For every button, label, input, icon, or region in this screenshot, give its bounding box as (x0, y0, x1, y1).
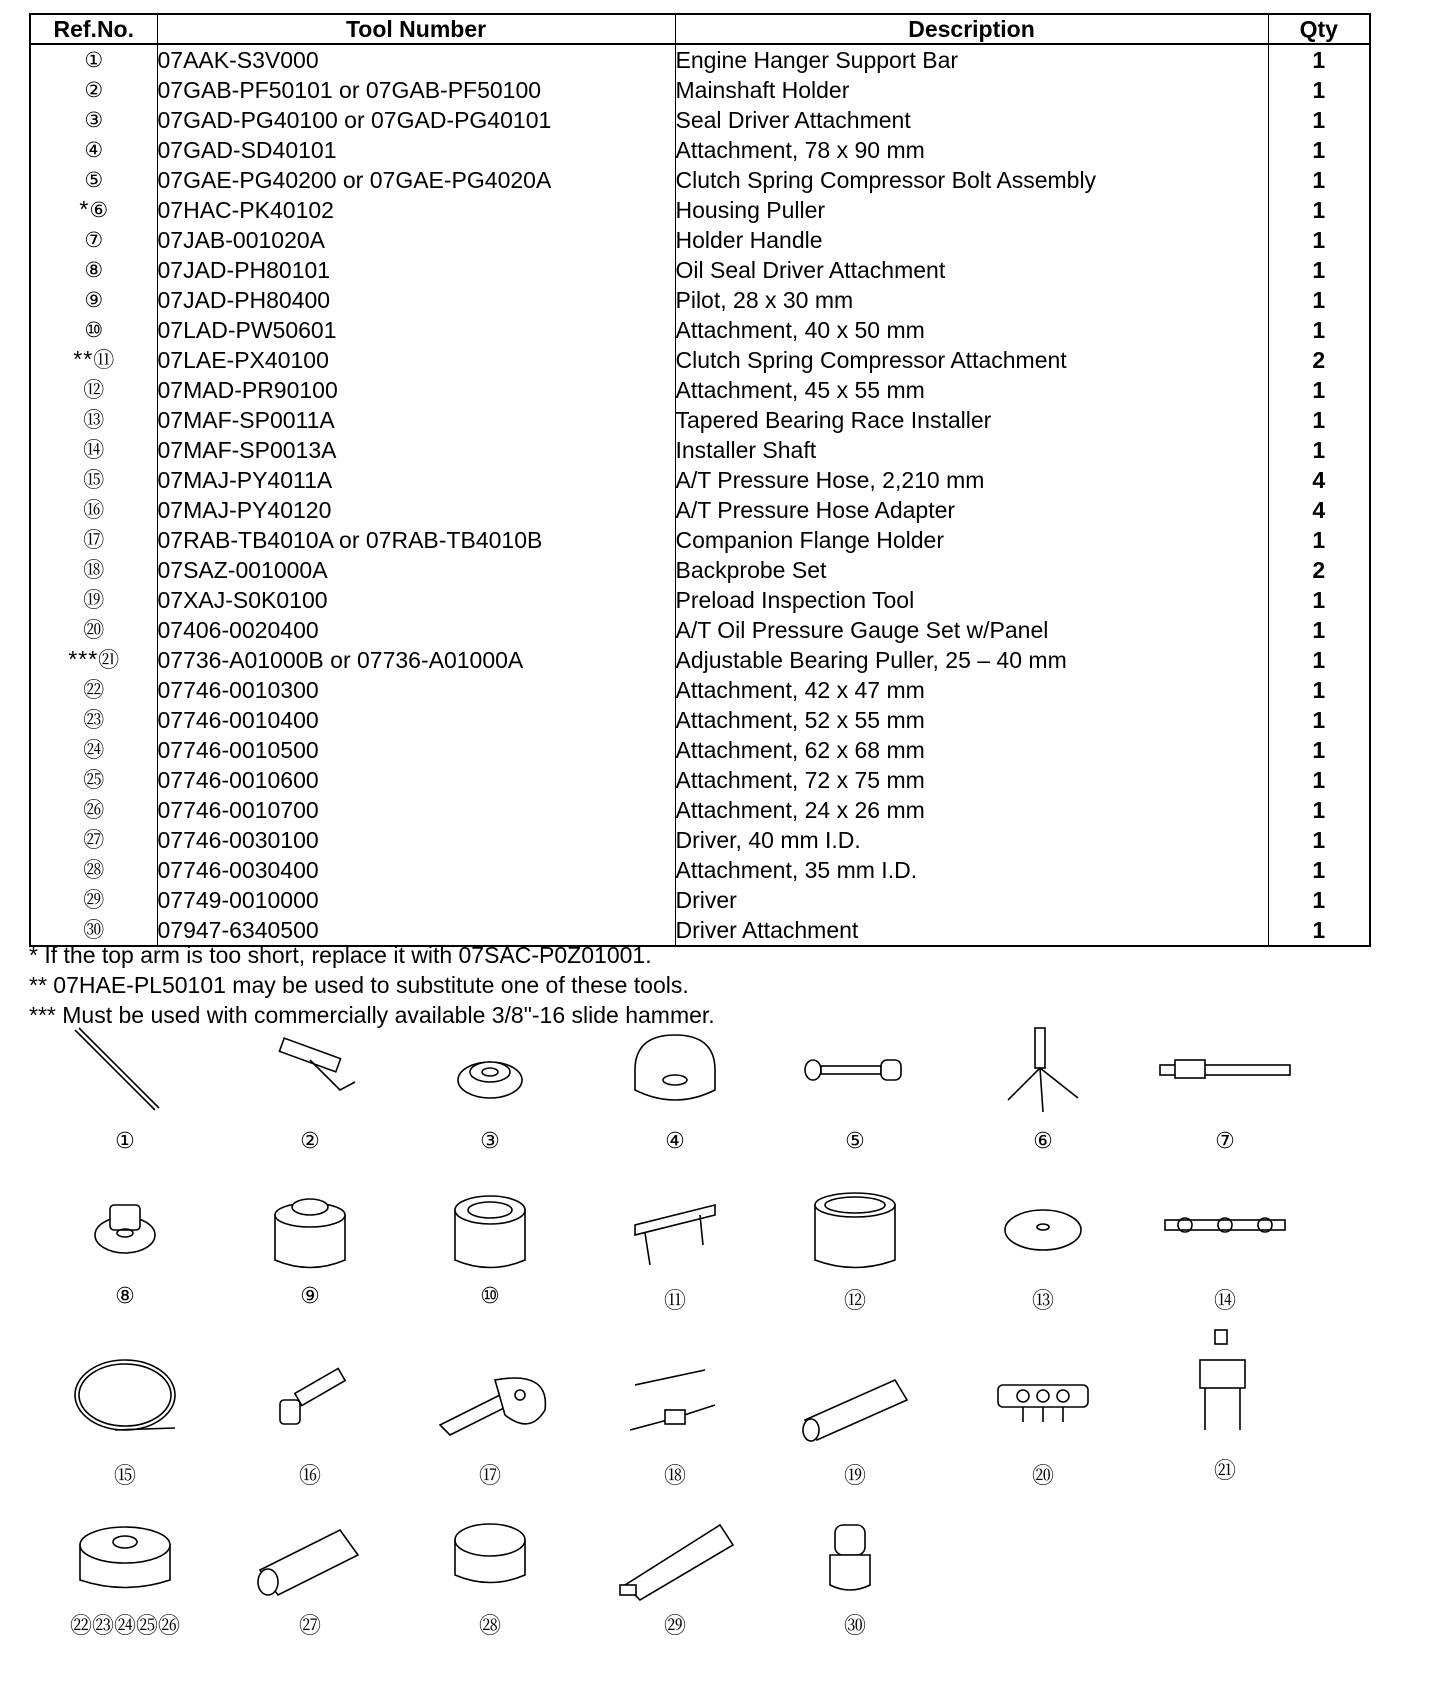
description-cell: Companion Flange Holder (675, 525, 1268, 555)
tool-number-cell: 07LAE-PX40100 (157, 345, 675, 375)
description-cell: Attachment, 52 x 55 mm (675, 705, 1268, 735)
illustration-label: ⑰ (478, 1464, 501, 1489)
attachment-dome-icon (605, 1020, 745, 1125)
table-row (30, 75, 1370, 105)
tool-number-cell: 07746-0010700 (157, 795, 675, 825)
ref-number: ⑫ (83, 378, 105, 402)
description-cell: A/T Pressure Hose, 2,210 mm (675, 465, 1268, 495)
illustration-label: ⑪ (663, 1289, 686, 1314)
ref-number: ⑦ (84, 228, 104, 252)
ref-number: ⑳ (83, 618, 105, 642)
illustration-label: ⑭ (1213, 1289, 1236, 1314)
tool-illustration (225, 1175, 395, 1309)
mainshaft-holder-icon (240, 1020, 380, 1125)
table-row (30, 585, 1370, 615)
description-cell: Pilot, 28 x 30 mm (675, 285, 1268, 315)
description-cell: Attachment, 62 x 68 mm (675, 735, 1268, 765)
ref-number: ⑪ (93, 348, 115, 372)
ref-cell (30, 405, 157, 435)
table-row (30, 405, 1370, 435)
ref-number: ⑯ (83, 498, 105, 522)
table-row (30, 765, 1370, 795)
tool-illustration (590, 1020, 760, 1154)
header-qty: Qty (1268, 14, 1370, 44)
bearing-puller-icon (1155, 1325, 1295, 1450)
ref-cell (30, 375, 157, 405)
ref-number: ㉖ (83, 798, 105, 822)
qty-cell: 1 (1312, 316, 1326, 343)
ref-number: ② (84, 78, 104, 102)
tool-illustration (958, 1020, 1128, 1154)
qty-cell: 1 (1312, 736, 1326, 763)
ref-cell (30, 675, 157, 705)
illustration-label: ⑦ (1215, 1129, 1235, 1154)
description-cell: Attachment, 40 x 50 mm (675, 315, 1268, 345)
table-row (30, 825, 1370, 855)
table-row (30, 555, 1370, 585)
footnote: * If the top arm is too short, replace it with 07SAC-P0Z01001. (29, 942, 652, 968)
tool-illustration (770, 1175, 940, 1315)
table-row (30, 525, 1370, 555)
qty-cell: 2 (1312, 346, 1326, 373)
ref-number: ④ (84, 138, 104, 162)
description-cell: Holder Handle (675, 225, 1268, 255)
illustration-label: ⑫ (843, 1289, 866, 1314)
ref-cell (30, 44, 157, 75)
tool-illustration (405, 1500, 575, 1640)
tool-number-cell: 07RAB-TB4010A or 07RAB-TB4010B (157, 525, 675, 555)
tool-illustration (770, 1020, 940, 1154)
tool-illustration (590, 1175, 760, 1315)
ref-cell (30, 135, 157, 165)
illustration-label: ③ (480, 1129, 500, 1154)
footnote: ** 07HAE-PL50101 may be used to substitute one of these tools. (29, 972, 689, 998)
ref-cell (30, 345, 157, 375)
driver-40mm-icon (240, 1500, 380, 1605)
table-row (30, 345, 1370, 375)
ref-cell (30, 285, 157, 315)
ref-number: ⑨ (84, 288, 104, 312)
tool-illustration (225, 1350, 395, 1490)
support-bar-icon (55, 1020, 195, 1125)
ref-cell (30, 75, 157, 105)
ref-number: ㉚ (83, 918, 105, 942)
illustration-label: ㉚ (843, 1614, 866, 1639)
description-cell: Installer Shaft (675, 435, 1268, 465)
qty-cell: 1 (1312, 706, 1326, 733)
table-row (30, 705, 1370, 735)
description-cell: Attachment, 45 x 55 mm (675, 375, 1268, 405)
tool-illustration (590, 1350, 760, 1490)
tool-number-cell: 07GAE-PG40200 or 07GAE-PG4020A (157, 165, 675, 195)
ref-number: ⑭ (83, 438, 105, 462)
ref-cell (30, 585, 157, 615)
tool-number-cell: 07406-0020400 (157, 615, 675, 645)
ref-cell (30, 195, 157, 225)
qty-cell: 1 (1312, 286, 1326, 313)
ref-cell (30, 435, 157, 465)
housing-puller-icon (973, 1020, 1113, 1125)
ref-number: ⑧ (84, 258, 104, 282)
table-row (30, 465, 1370, 495)
tool-number-cell: 07LAD-PW50601 (157, 315, 675, 345)
tool-number-cell: 07MAD-PR90100 (157, 375, 675, 405)
tool-illustration (405, 1020, 575, 1154)
qty-cell: 1 (1312, 136, 1326, 163)
qty-cell: 1 (1312, 586, 1326, 613)
qty-cell: 4 (1312, 496, 1326, 523)
description-cell: Attachment, 24 x 26 mm (675, 795, 1268, 825)
tool-number-cell: 07736-A01000B or 07736-A01000A (157, 645, 675, 675)
illustration-label: ④ (665, 1129, 685, 1154)
compressor-attachment-icon (605, 1175, 745, 1280)
qty-cell: 1 (1312, 196, 1326, 223)
illustration-label: ㉘ (478, 1614, 501, 1639)
ref-number: ㉙ (83, 888, 105, 912)
qty-cell: 2 (1312, 556, 1326, 583)
illustration-label: ⑧ (115, 1284, 135, 1309)
flange-holder-icon (420, 1350, 560, 1455)
ref-number: ⑩ (84, 318, 104, 342)
ref-cell (30, 825, 157, 855)
tool-number-cell: 07746-0010400 (157, 705, 675, 735)
tool-number-cell: 07GAB-PF50101 or 07GAB-PF50100 (157, 75, 675, 105)
ref-number: ㉓ (83, 708, 105, 732)
description-cell: Housing Puller (675, 195, 1268, 225)
table-row (30, 315, 1370, 345)
tool-illustration (40, 1500, 210, 1640)
qty-cell: 1 (1312, 616, 1326, 643)
description-cell: A/T Pressure Hose Adapter (675, 495, 1268, 525)
footnote-mark: * (79, 196, 90, 222)
description-cell: Driver (675, 885, 1268, 915)
ref-cell (30, 165, 157, 195)
illustration-label: ② (300, 1129, 320, 1154)
table-row (30, 135, 1370, 165)
tool-illustration (40, 1350, 210, 1490)
tool-number-cell: 07746-0010600 (157, 765, 675, 795)
header-tool-number: Tool Number (157, 14, 675, 44)
illustration-label: ㉗ (298, 1614, 321, 1639)
ref-cell (30, 105, 157, 135)
tool-illustration (225, 1020, 395, 1154)
tool-number-cell: 07AAK-S3V000 (157, 44, 675, 75)
tool-number-cell: 07GAD-SD40101 (157, 135, 675, 165)
qty-cell: 1 (1312, 676, 1326, 703)
ref-cell (30, 525, 157, 555)
tool-number-cell: 07MAJ-PY4011A (157, 465, 675, 495)
ref-number: ① (84, 48, 104, 72)
tool-illustration (1140, 1020, 1310, 1154)
table-row (30, 885, 1370, 915)
ref-number: ⑲ (83, 588, 105, 612)
qty-cell: 1 (1312, 256, 1326, 283)
table-row (30, 675, 1370, 705)
table-row (30, 855, 1370, 885)
tool-illustration (405, 1175, 575, 1309)
table-row (30, 795, 1370, 825)
tool-number-cell: 07746-0010300 (157, 675, 675, 705)
qty-cell: 1 (1312, 796, 1326, 823)
table-row (30, 225, 1370, 255)
illustration-label: ⑥ (1033, 1129, 1053, 1154)
tool-number-cell: 07XAJ-S0K0100 (157, 585, 675, 615)
tool-illustration (1140, 1325, 1310, 1485)
tool-illustration (1140, 1175, 1310, 1315)
ref-cell (30, 615, 157, 645)
ref-number: ⑬ (83, 408, 105, 432)
backprobe-set-icon (605, 1350, 745, 1455)
tool-number-cell: 07MAF-SP0011A (157, 405, 675, 435)
footnotes (29, 940, 715, 1030)
footnote-mark: *** (68, 646, 99, 672)
tool-number-cell: 07746-0030100 (157, 825, 675, 855)
footnote-mark: ** (73, 346, 94, 372)
illustration-label: ⑤ (845, 1129, 865, 1154)
table-row (30, 105, 1370, 135)
attachment-35mm-icon (420, 1500, 560, 1605)
illustration-label: ⑲ (843, 1464, 866, 1489)
ref-cell (30, 795, 157, 825)
illustration-label: ⑮ (113, 1464, 136, 1489)
qty-cell: 1 (1312, 46, 1326, 73)
qty-cell: 1 (1312, 826, 1326, 853)
ref-number: ㉗ (83, 828, 105, 852)
illustration-label: ⑬ (1031, 1289, 1054, 1314)
tool-number-cell: 07947-6340500 (157, 915, 675, 946)
header-ref-no: Ref.No. (30, 14, 157, 44)
tool-number-cell: 07749-0010000 (157, 885, 675, 915)
tool-number-cell: 07HAC-PK40102 (157, 195, 675, 225)
header-description: Description (675, 14, 1268, 44)
pressure-hose-icon (55, 1350, 195, 1455)
qty-cell: 1 (1312, 886, 1326, 913)
illustration-label: ⑱ (663, 1464, 686, 1489)
tool-illustration (958, 1350, 1128, 1490)
description-cell: Attachment, 35 mm I.D. (675, 855, 1268, 885)
description-cell: Backprobe Set (675, 555, 1268, 585)
tool-illustration (40, 1020, 210, 1154)
compressor-bolt-icon (785, 1020, 925, 1125)
qty-cell: 1 (1312, 856, 1326, 883)
qty-cell: 1 (1312, 646, 1326, 673)
description-cell: Engine Hanger Support Bar (675, 44, 1268, 75)
ref-number: ⑰ (83, 528, 105, 552)
description-cell: Driver, 40 mm I.D. (675, 825, 1268, 855)
ref-cell (30, 735, 157, 765)
ref-cell (30, 855, 157, 885)
table-row (30, 495, 1370, 525)
ref-cell (30, 765, 157, 795)
ref-cell (30, 495, 157, 525)
illustration-label: ⑩ (480, 1284, 500, 1309)
ref-cell (30, 555, 157, 585)
description-cell: Driver Attachment (675, 915, 1268, 946)
table-row (30, 285, 1370, 315)
tool-illustration (770, 1350, 940, 1490)
hose-adapter-icon (240, 1350, 380, 1455)
tool-illustration (405, 1350, 575, 1490)
table-row (30, 44, 1370, 75)
attachment-set-icon (55, 1500, 195, 1605)
ref-number: ⑱ (83, 558, 105, 582)
installer-shaft-icon (1155, 1175, 1295, 1280)
special-tools-table (29, 13, 1371, 947)
attachment-ring-icon (785, 1175, 925, 1280)
tool-number-cell: 07746-0030400 (157, 855, 675, 885)
pilot-icon (240, 1175, 380, 1280)
tool-number-cell: 07MAF-SP0013A (157, 435, 675, 465)
qty-cell: 1 (1312, 406, 1326, 433)
ref-cell (30, 885, 157, 915)
driver-attachment-icon (785, 1500, 925, 1605)
footnote: *** Must be used with commercially available 3/8"-16 slide hammer. (29, 1002, 715, 1028)
table-row (30, 165, 1370, 195)
description-cell: Attachment, 78 x 90 mm (675, 135, 1268, 165)
tool-number-cell: 07GAD-PG40100 or 07GAD-PG40101 (157, 105, 675, 135)
table-row (30, 615, 1370, 645)
description-cell: Preload Inspection Tool (675, 585, 1268, 615)
illustration-label: ㉑ (1213, 1459, 1236, 1484)
table-header-row (30, 14, 1370, 44)
description-cell: Attachment, 72 x 75 mm (675, 765, 1268, 795)
table-row (30, 255, 1370, 285)
illustration-label: ㉒㉓㉔㉕㉖ (69, 1614, 180, 1639)
race-installer-icon (973, 1175, 1113, 1280)
qty-cell: 1 (1312, 526, 1326, 553)
ref-number: ㉒ (83, 678, 105, 702)
table-row (30, 195, 1370, 225)
qty-cell: 1 (1312, 76, 1326, 103)
qty-cell: 4 (1312, 466, 1326, 493)
illustration-label: ① (115, 1129, 135, 1154)
table-row (30, 735, 1370, 765)
table-row (30, 375, 1370, 405)
ref-number: ㉑ (98, 648, 120, 672)
tool-number-cell: 07JAB-001020A (157, 225, 675, 255)
description-cell: Mainshaft Holder (675, 75, 1268, 105)
qty-cell: 1 (1312, 766, 1326, 793)
ref-number: ⑮ (83, 468, 105, 492)
table-row (30, 645, 1370, 675)
tool-illustration (225, 1500, 395, 1640)
description-cell: Clutch Spring Compressor Bolt Assembly (675, 165, 1268, 195)
description-cell: Attachment, 42 x 47 mm (675, 675, 1268, 705)
description-cell: Tapered Bearing Race Installer (675, 405, 1268, 435)
description-cell: Adjustable Bearing Puller, 25 – 40 mm (675, 645, 1268, 675)
ref-cell (30, 645, 157, 675)
ref-cell (30, 705, 157, 735)
oil-seal-driver-icon (55, 1175, 195, 1280)
ref-cell (30, 315, 157, 345)
tool-number-cell: 07JAD-PH80101 (157, 255, 675, 285)
gauge-panel-icon (973, 1350, 1113, 1455)
qty-cell: 1 (1312, 106, 1326, 133)
ref-number: ⑤ (84, 168, 104, 192)
illustration-label: ⑳ (1031, 1464, 1054, 1489)
ref-cell (30, 465, 157, 495)
driver-icon (605, 1500, 745, 1605)
tool-illustration (40, 1175, 210, 1309)
ref-number: ⑥ (89, 198, 109, 222)
ref-cell (30, 255, 157, 285)
ref-cell (30, 225, 157, 255)
tool-illustration (770, 1500, 940, 1640)
description-cell: A/T Oil Pressure Gauge Set w/Panel (675, 615, 1268, 645)
tool-number-cell: 07JAD-PH80400 (157, 285, 675, 315)
description-cell: Oil Seal Driver Attachment (675, 255, 1268, 285)
description-cell: Seal Driver Attachment (675, 105, 1268, 135)
attachment-cup-icon (420, 1175, 560, 1280)
ref-number: ㉔ (83, 738, 105, 762)
seal-driver-icon (420, 1020, 560, 1125)
ref-number: ㉘ (83, 858, 105, 882)
holder-handle-icon (1155, 1020, 1295, 1125)
tool-number-cell: 07746-0010500 (157, 735, 675, 765)
illustration-label: ⑯ (298, 1464, 321, 1489)
tool-illustration (590, 1500, 760, 1640)
tool-illustration (958, 1175, 1128, 1315)
qty-cell: 1 (1312, 376, 1326, 403)
qty-cell: 1 (1312, 166, 1326, 193)
qty-cell: 1 (1312, 916, 1326, 943)
qty-cell: 1 (1312, 436, 1326, 463)
illustration-label: ㉙ (663, 1614, 686, 1639)
qty-cell: 1 (1312, 226, 1326, 253)
preload-tool-icon (785, 1350, 925, 1455)
illustration-label: ⑨ (300, 1284, 320, 1309)
tool-number-cell: 07MAJ-PY40120 (157, 495, 675, 525)
tool-number-cell: 07SAZ-001000A (157, 555, 675, 585)
ref-number: ③ (84, 108, 104, 132)
ref-number: ㉕ (83, 768, 105, 792)
description-cell: Clutch Spring Compressor Attachment (675, 345, 1268, 375)
table-row (30, 435, 1370, 465)
